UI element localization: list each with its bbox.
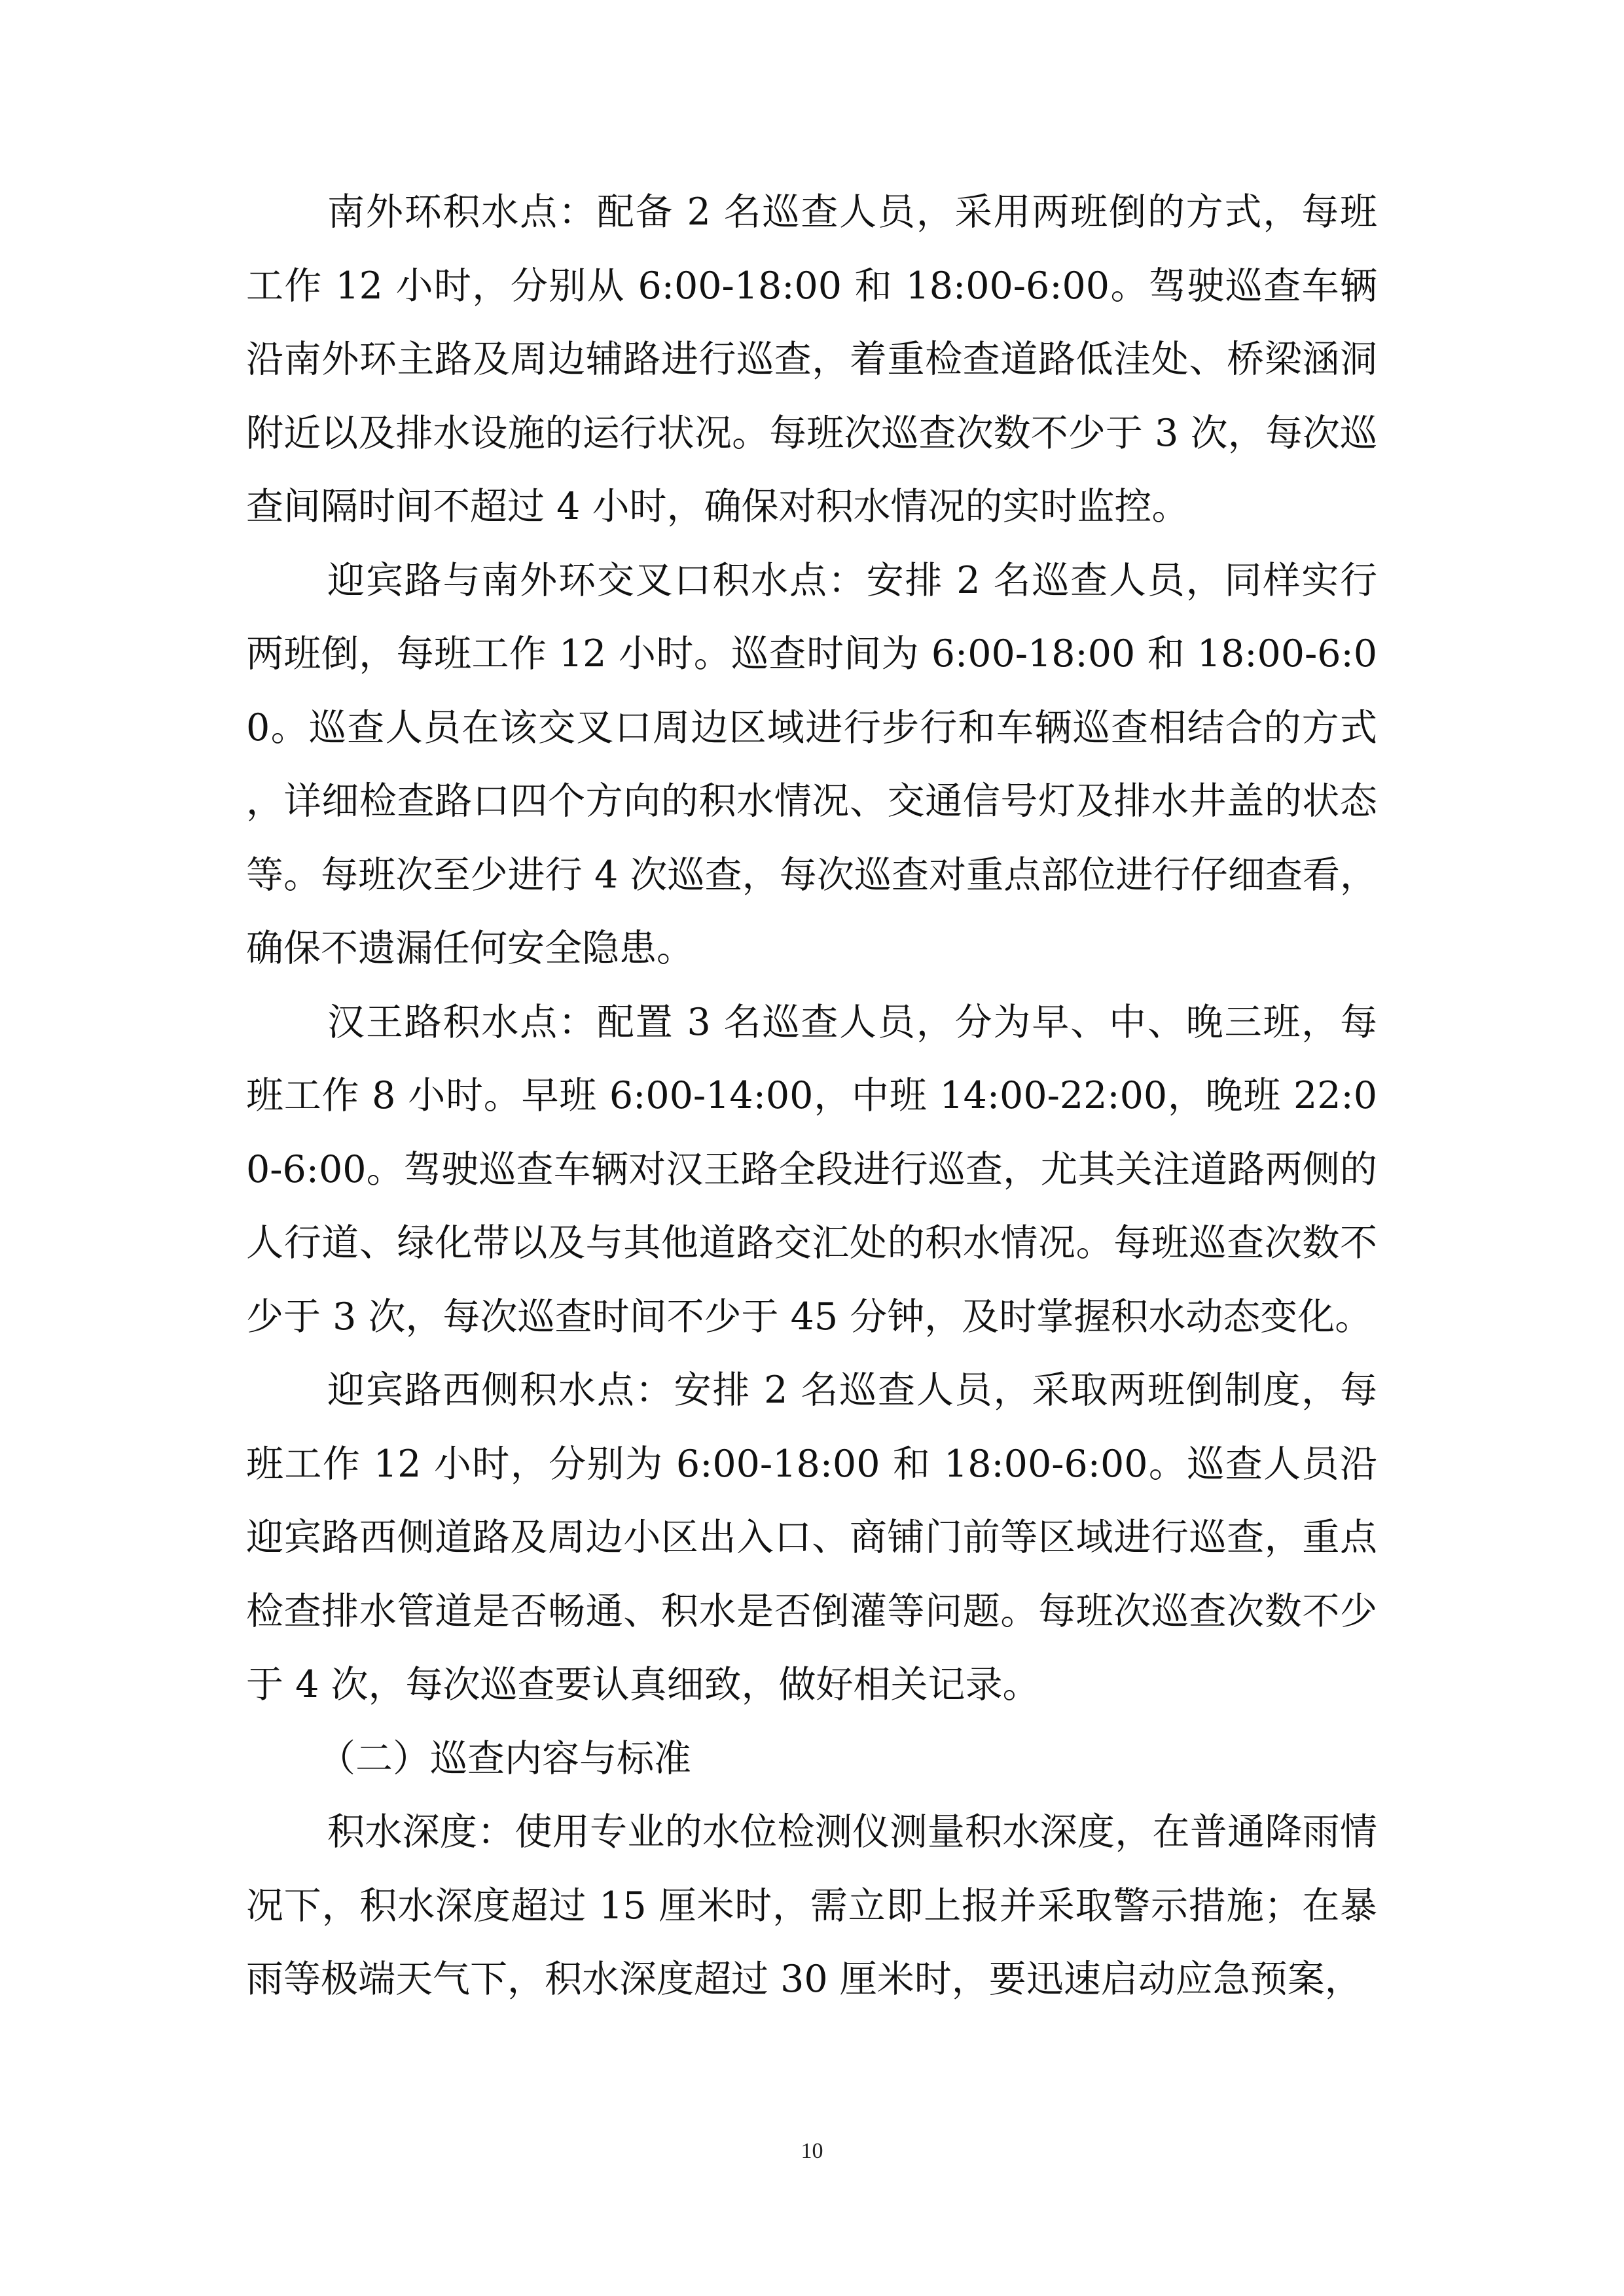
paragraph-hanwanglu: 汉王路积水点：配置 3 名巡查人员，分为早、中、晚三班，每班工作 8 小时。早班 6:00-14:00，中班 14:00-22:00，晚班 22:00-6:00。驾驶巡查车辆对汉王路全段进行巡查，尤其关注道路两侧的人行道、绿化带以及与其他道路交汇处的积水情况。每班巡查次数不少于 3 次，每次巡查时间不少于 45 分钟，及时掌握积水动态变化。 — [246, 1000, 1377, 1338]
page-number: 10 — [801, 2139, 823, 2163]
paragraph-nanwaihuan: 南外环积水点：配备 2 名巡查人员，采用两班倒的方式，每班工作 12 小时，分别从 6:00-18:00 和 18:00-6:00。驾驶巡查车辆沿南外环主路及周边辅路进行巡查，着重检查道路低洼处、桥梁涵洞附近以及排水设施的运行状况。每班次巡查次数不少于 3 次，每次巡查间隔时间不超过 4 小时，确保对积水情况的实时监控。 — [246, 190, 1377, 528]
paragraph-yingbin-nanwaihuan-junction: 迎宾路与南外环交叉口积水点：安排 2 名巡查人员，同样实行两班倒，每班工作 12 小时。巡查时间为 6:00-18:00 和 18:00-6:00。巡查人员在该交叉口周边区域进行步行和车辆巡查相结合的方式，详细检查路口四个方向的积水情况、交通信号灯及排水井盖的状态等。每班次至少进行 4 次巡查，每次巡查对重点部位进行仔细查看，确保不遗漏任何安全隐患。 — [246, 558, 1377, 970]
paragraph-yingbin-west: 迎宾路西侧积水点：安排 2 名巡查人员，采取两班倒制度，每班工作 12 小时，分别为 6:00-18:00 和 18:00-6:00。巡查人员沿迎宾路西侧道路及周边小区出入口、商铺门前等区域进行巡查，重点检查排水管道是否畅通、积水是否倒灌等问题。每班次巡查次数不少于 4 次，每次巡查要认真细致，做好相关记录。 — [246, 1369, 1377, 1706]
document-body — [246, 175, 1377, 2017]
paragraph-water-depth: 积水深度：使用专业的水位检测仪测量积水深度，在普通降雨情况下，积水深度超过 15 厘米时，需立即上报并采取警示措施；在暴雨等极端天气下，积水深度超过 30 厘米时，要迅速启动应急预案， — [246, 1810, 1377, 2001]
section-heading: （二）巡查内容与标准 — [318, 1736, 691, 1780]
